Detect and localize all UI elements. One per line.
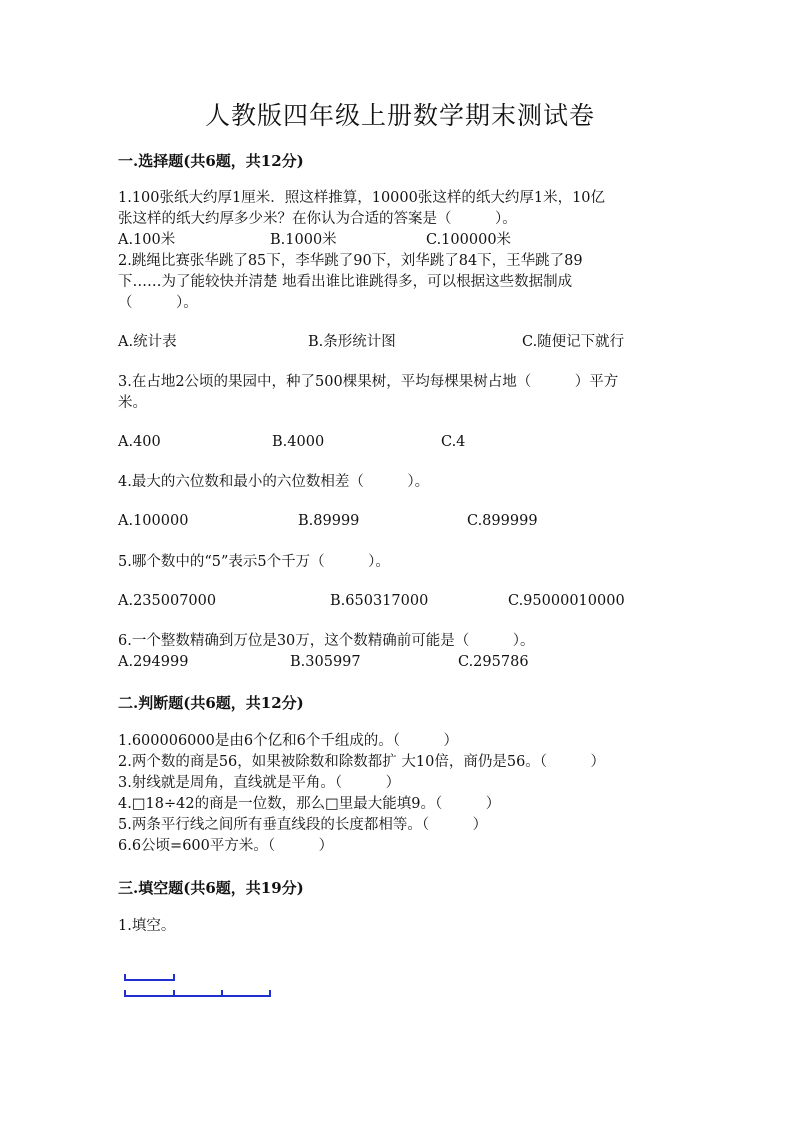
- section-heading-fill: 三.填空题(共6题，共19分): [118, 879, 304, 897]
- q2-option-c: C.随便记下就行: [522, 334, 625, 350]
- page-title: 人教版四年级上册数学期末测试卷: [204, 101, 595, 130]
- q5-option-b: B.650317000: [330, 593, 429, 609]
- segment-figure: [118, 968, 278, 1004]
- judge-item-4: 4.□18÷42的商是一位数，那么□里最大能填9。（ ）: [118, 796, 501, 812]
- q4-option-a: A.100000: [118, 513, 189, 529]
- q6-text: 6.一个整数精确到万位是30万，这个数精确前可能是（ ）。: [118, 633, 535, 649]
- q3-text-line2: 米。: [118, 395, 147, 411]
- long-segment: [125, 990, 270, 996]
- fill-q1-text: 1.填空。: [118, 918, 176, 934]
- q2-option-b: B.条形统计图: [308, 334, 396, 350]
- q6-option-a: A.294999: [118, 654, 189, 670]
- q3-option-a: A.400: [118, 434, 161, 450]
- section-heading-choice: 一.选择题(共6题，共12分): [118, 152, 304, 170]
- q3-text-line1: 3.在占地2公顷的果园中，种了500棵果树，平均每棵果树占地（ ）平方: [118, 374, 619, 390]
- q2-text-line3: （ ）。: [118, 295, 198, 311]
- q4-text: 4.最大的六位数和最小的六位数相差（ ）。: [118, 474, 430, 490]
- short-bracket-segment: [125, 974, 174, 980]
- q5-option-a: A.235007000: [118, 593, 217, 609]
- q5-text: 5.哪个数中的“5”表示5个千万（ ）。: [118, 554, 390, 570]
- q2-text-line2: 下……为了能较快并清楚 地看出谁比谁跳得多，可以根据这些数据制成: [118, 274, 573, 290]
- q2-text-line1: 2.跳绳比赛张华跳了85下，李华跳了90下，刘华跳了84下，王华跳了89: [118, 253, 583, 269]
- q6-option-b: B.305997: [290, 654, 361, 670]
- q1-option-a: A.100米: [118, 232, 176, 248]
- q3-option-b: B.4000: [272, 434, 325, 450]
- q2-option-a: A.统计表: [118, 334, 177, 350]
- q4-option-b: B.89999: [298, 513, 360, 529]
- q1-option-b: B.1000米: [270, 232, 337, 248]
- judge-item-6: 6.6公顷=600平方米。（ ）: [118, 838, 334, 854]
- judge-item-1: 1.600006000是由6个亿和6个千组成的。（ ）: [118, 733, 459, 749]
- judge-item-3: 3.射线就是周角，直线就是平角。（ ）: [118, 775, 401, 791]
- q3-option-c: C.4: [441, 434, 466, 450]
- q4-option-c: C.899999: [467, 513, 538, 529]
- q1-text-line2: 张这样的纸大约厚多少米？在你认为合适的答案是（ ）。: [118, 211, 517, 227]
- q1-option-c: C.100000米: [426, 232, 512, 248]
- judge-item-2: 2.两个数的商是56，如果被除数和除数都扩 大10倍，商仍是56。（ ）: [118, 754, 606, 770]
- q5-option-c: C.95000010000: [508, 593, 625, 609]
- q1-text-line1: 1.100张纸大约厚1厘米．照这样推算，10000张这样的纸大约厚1米，10亿: [118, 190, 606, 206]
- judge-item-5: 5.两条平行线之间所有垂直线段的长度都相等。（ ）: [118, 817, 488, 833]
- section-heading-judge: 二.判断题(共6题，共12分): [118, 694, 304, 712]
- q6-option-c: C.295786: [458, 654, 529, 670]
